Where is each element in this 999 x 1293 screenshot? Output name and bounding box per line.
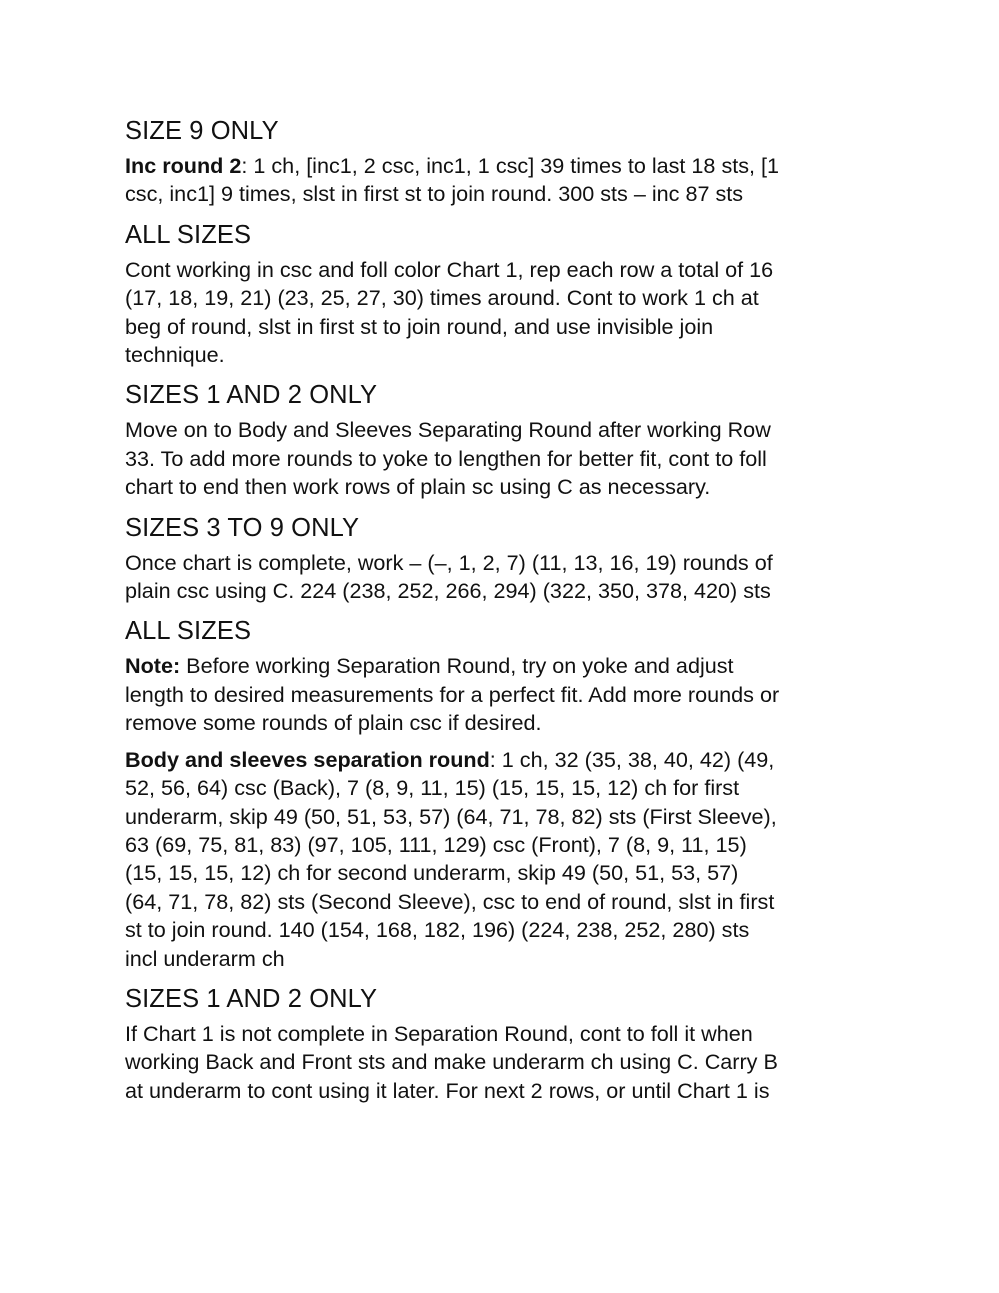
section-heading-all-sizes: ALL SIZES [125,220,252,249]
paragraph-line: 52, 56, 64) csc (Back), 7 (8, 9, 11, 15) (15, 15, 15, 12) ch for first [125,775,740,801]
section-heading-all-sizes: ALL SIZES [125,617,252,646]
paragraph-line: st to join round. 140 (154, 168, 182, 196) (224, 238, 252, 280) sts [125,917,750,943]
paragraph-line: 63 (69, 75, 81, 83) (97, 105, 111, 129) csc (Front), 7 (8, 9, 11, 15) [125,831,747,857]
paragraph-line: underarm, skip 49 (50, 51, 53, 57) (64, 71, 78, 82) sts (First Sleeve), [125,803,777,829]
pattern-instructions [125,113,885,1113]
paragraph-text: Before working Separation Round, try on yoke and adjust [180,653,734,679]
paragraph-line: Once chart is complete, work – (–, 1, 2, 7) (11, 13, 16, 19) rounds of [125,549,773,575]
paragraph-text: : 1 ch, [inc1, 2 csc, inc1, 1 csc] 39 times to last 18 sts, [1 [241,153,780,178]
separation-round-paragraph [125,746,885,973]
paragraph-line [125,652,885,680]
inc-round-2-paragraph [125,152,885,209]
paragraph-line: Move on to Body and Sleeves Separating Round after working Row [125,417,771,443]
paragraph-line: (17, 18, 19, 21) (23, 25, 27, 30) times around. Cont to work 1 ch at [125,285,759,311]
section-heading-sizes-3-to-9-only: SIZES 3 TO 9 ONLY [125,513,360,542]
paragraph-line: length to desired measurements for a perfect fit. Add more rounds or [125,681,780,707]
separation-round-label: Body and sleeves separation round [125,746,490,772]
paragraph-line: technique. [125,342,225,368]
paragraph-line: at underarm to cont using it later. For next 2 rows, or until Chart 1 is [125,1077,770,1103]
paragraph-line: chart to end then work rows of plain sc using C as necessary. [125,474,711,500]
paragraph-line: 33. To add more rounds to yoke to lengthen for better fit, cont to foll [125,445,767,471]
inc-round-2-label: Inc round 2 [125,153,242,178]
separating-round-paragraph [125,416,885,501]
paragraph-line [125,152,885,180]
paragraph-line: (15, 15, 15, 12) ch for second underarm, skip 49 (50, 51, 53, 57) [125,860,739,886]
paragraph-line: plain csc using C. 224 (238, 252, 266, 294) (322, 350, 378, 420) sts [125,578,771,604]
paragraph-line: (64, 71, 78, 82) sts (Second Sleeve), csc to end of round, slst in first [125,888,775,914]
chart-1-continuation-paragraph [125,1020,885,1105]
paragraph-line: remove some rounds of plain csc if desired. [125,710,542,736]
paragraph-line [125,746,885,774]
paragraph-line: If Chart 1 is not complete in Separation Round, cont to foll it when [125,1020,753,1046]
section-heading-sizes-1-and-2-only: SIZES 1 AND 2 ONLY [125,984,378,1013]
paragraph-text: : 1 ch, 32 (35, 38, 40, 42) (49, [489,746,775,772]
paragraph-line: working Back and Front sts and make underarm ch using C. Carry B [125,1049,778,1075]
section-heading-sizes-1-and-2-only: SIZES 1 AND 2 ONLY [125,381,378,410]
paragraph-line: Cont working in csc and foll color Chart 1, rep each row a total of 16 [125,256,774,282]
note-paragraph [125,652,885,737]
paragraph-line: csc, inc1] 9 times, slst in first st to join round. 300 sts – inc 87 sts [125,181,744,207]
paragraph-line: beg of round, slst in first st to join round, and use invisible join [125,313,714,339]
section-heading-size-9-only: SIZE 9 ONLY [125,117,279,145]
note-label: Note: [125,653,181,679]
chart-1-paragraph [125,256,885,370]
paragraph-line: incl underarm ch [125,945,285,971]
plain-csc-paragraph [125,549,885,606]
